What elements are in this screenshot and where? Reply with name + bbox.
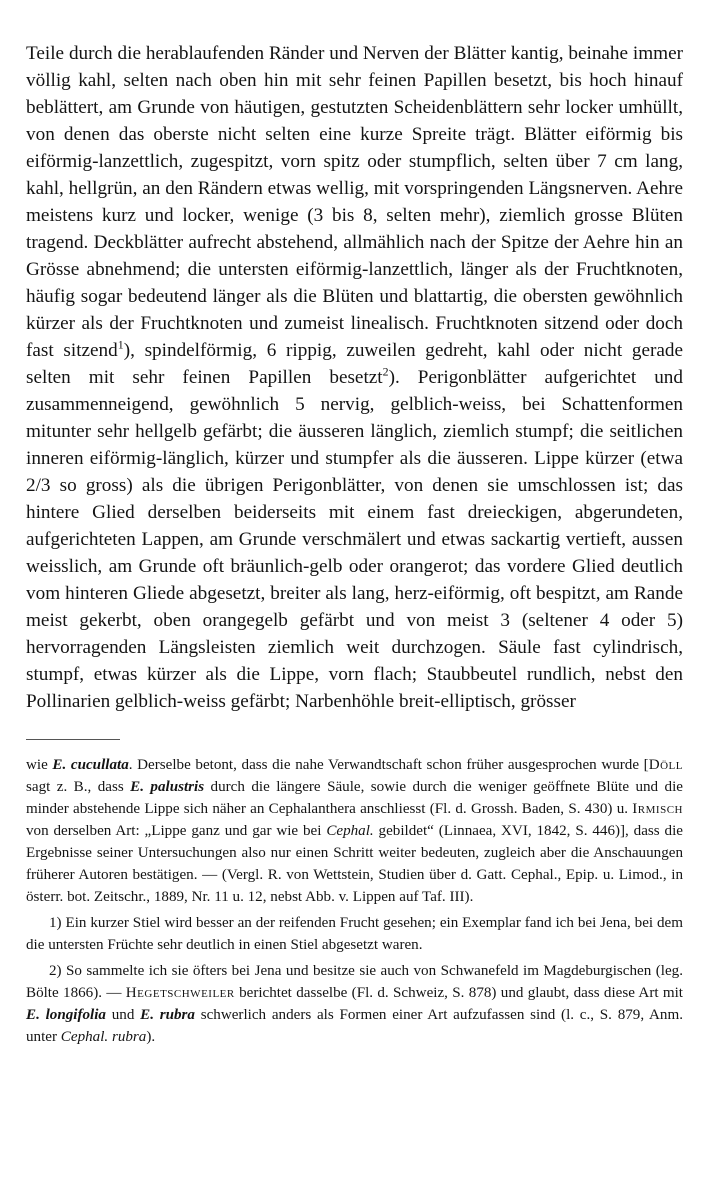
note-text: sagt z. B., dass [26,779,131,795]
main-text-2: ), spindelförmig, 6 rippig, zuweilen gedreht, kahl oder nicht gerade selten mit sehr feinen Papillen besetzt [26,340,683,388]
footnote-text: 1) Ein kurzer Stiel wird besser an der reifenden Frucht gesehen; ein Exemplar fand ich bei Jena, bei dem die untersten Früchte sehr deutlich in einen Stiel abgesetzt waren. [26,915,683,953]
footnote-divider [26,739,120,740]
footnote-ref-1: 1 [117,337,124,352]
taxon-name: E. longifolia [26,1007,106,1023]
author-name: Irmisch [632,801,683,817]
taxon-name: Cephal. rubra [60,1029,147,1045]
document-page [26,40,683,1048]
footnote-text: schwerlich anders als Formen einer Art aufzufassen sind (l. c., S. 879, Anm. unter [26,1007,683,1045]
footnote-text: und [105,1007,141,1023]
author-name: Döll [648,757,683,773]
note-text: . Derselbe betont, dass die nahe Verwandtschaft schon früher ausgesprochen wurde [ [128,757,649,773]
note-text: durch die längere Säule, sowie durch die weniger geöffnete Blüte und die minder abstehende Lippe sich näher an Cephalanthera anschliesst (Fl. d. Grossh. Baden, S. 430) u. [26,779,683,817]
main-text-3: ). Perigonblätter aufgerichtet und zusammenneigend, gewöhnlich 5 nervig, gelblich-weiss, bei Schattenformen mitunter sehr hellgelb gefärbt; die äusseren länglich, ziemlich stumpf; die seitlichen inneren eiförmig-länglich, kürzer und stumpfer als die äusseren. Lippe kürzer (etwa [26,367,683,469]
taxon-name: Cephal. [326,823,374,839]
taxon-name: E. cucullata [52,757,129,773]
note-text: gebildet“ (Linnaea, XVI, 1842, S. 446)], dass die Ergebnisse seiner Untersuchungen also nur einen Schritt weiter bedeuten, zugleich aber die Anschauungen früherer Autoren bestätigen. — (Vergl. R. von Wettstein, Studien über d. Gatt. Cephal., Epip. u. Limod., in österr. bot. Zeitschr., 1889, Nr. 11 u. 12, nebst Abb. v. Lippen auf Taf. III). [26,823,683,905]
footnote-2 [26,960,683,1048]
footnote-text: berichtet dasselbe (Fl. d. Schweiz, S. 878) und glaubt, dass diese Art mit [234,985,683,1001]
footnote-1 [26,912,683,956]
author-name: Hegetschweiler [125,985,235,1001]
footnote-text: 2) So sammelte ich sie öfters bei Jena und besitze sie auch von Schwanefeld im Magdeburgischen (leg. Bölte 1866). — [26,963,683,1001]
note-text: wie [26,757,53,773]
fraction: 2/3 [26,475,51,496]
footnote-ref-2: 2 [382,364,389,379]
footnote-text: ). [146,1029,156,1045]
taxon-name: E. rubra [140,1007,195,1023]
main-text-4: so gross) als die übrigen Perigonblätter, von denen sie umschlossen ist; das hintere Glied derselben beiderseits mit einem fast dreieckigen, abgerundeten, aufgerichteten Lappen, am Grunde verschmälert und etwas sackartig vertieft, aussen weisslich, am Grunde oft bräunlich-gelb oder orangerot; das vordere Glied deutlich vom hinteren Gliede abgesetzt, breiter als lang, herz-eiförmig, oft bespitzt, am Rande meist gekerbt, oben orangegelb gefärbt und von meist 3 (seltener 4 oder 5) hervorragenden Längsleisten ziemlich weit durchzogen. Säule fast cylindrisch, stumpf, etwas kürzer als die Lippe, vorn flach; Staubbeutel rundlich, nebst den Pollinarien gelblich-weiss gefärbt; Narbenhöhle breit-elliptisch, grösser [26,475,683,712]
taxon-name: E. palustris [130,779,205,795]
main-text-1: Teile durch die herablaufenden Ränder und Nerven der Blätter kantig, beinahe immer völlig kahl, selten nach oben hin mit sehr feinen Papillen besetzt, bis hoch hinauf beblättert, am Grunde von häutigen, gestutzten Scheidenblättern sehr locker umhüllt, von denen das oberste nicht selten eine kurze Spreite trägt. Blätter eiförmig bis eiförmig-lanzettlich, zugespitzt, vorn spitz oder stumpflich, selten über 7 cm lang, kahl, hellgrün, an den Rändern etwas wellig, mit vorspringenden Längsnerven. Aehre meistens kurz und locker, wenige (3 bis 8, selten mehr), ziemlich grosse Blüten tragend. Deckblätter aufrecht abstehend, allmählich nach der Spitze der Aehre hin an Grösse abnehmend; die untersten eiförmig-lanzettlich, länger als der Fruchtknoten, häufig sogar bedeutend länger als die Blüten und blattartig, die obersten gewöhnlich kürzer als der Fruchtknoten und zumeist linealisch. Fruchtknoten sitzend oder doch fast sitzend [26,43,683,361]
main-paragraph [26,40,683,715]
note-text: von derselben Art: „Lippe ganz und gar wie bei [26,823,327,839]
continued-footnote [26,754,683,908]
